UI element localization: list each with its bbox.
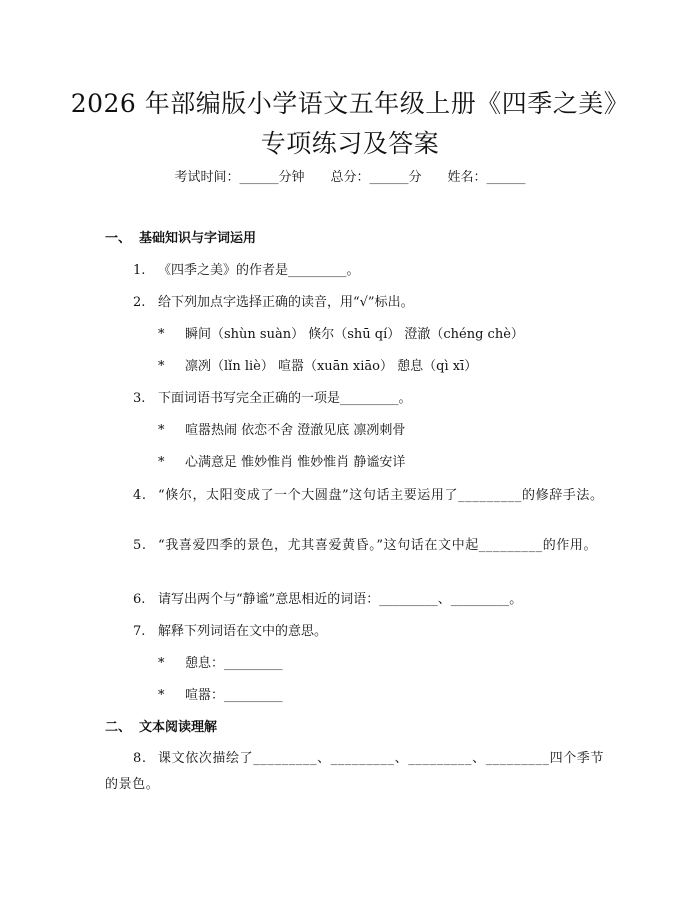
bullet-marker: * [158, 688, 165, 703]
question-number: 6. [133, 592, 146, 607]
item-text: 喧嚣：_________ [185, 688, 283, 703]
option-text: 心满意足 惟妙惟肖 惟妙惟肖 静谧安详 [185, 455, 406, 470]
question-number: 3. [133, 391, 146, 406]
question-text: “倏尔，太阳变成了一个大圆盘”这句话主要运用了_________的修辞手法。 [158, 488, 604, 503]
question-7-item-1 [158, 654, 283, 674]
question-number: 1. [133, 263, 146, 278]
exam-info [0, 168, 700, 188]
bullet-marker: * [158, 455, 165, 470]
question-number: 8. [133, 751, 147, 766]
question-text: 请写出两个与“静谧”意思相近的词语：_________、_________。 [158, 592, 523, 607]
page-title: 2026 年部编版小学语文五年级上册《四季之美》专项练习及答案 [70, 89, 630, 158]
bullet-marker: * [158, 327, 165, 342]
question-1 [133, 261, 360, 281]
question-8 [105, 746, 605, 798]
question-4 [105, 483, 605, 509]
item-text: 憩息：_________ [185, 656, 283, 671]
question-6 [133, 590, 522, 610]
question-text: 给下列加点字选择正确的读音，用“√”标出。 [158, 295, 414, 310]
question-text: 下面词语书写完全正确的一项是_________。 [158, 391, 412, 406]
exam-time: 考试时间：______分钟 [174, 170, 305, 185]
question-number: 5. [133, 538, 147, 553]
question-3 [133, 389, 412, 409]
option-text: 喧嚣热闹 依恋不舍 澄澈见底 凛冽刺骨 [185, 423, 406, 438]
section-number: 一、 [105, 231, 132, 246]
question-text: 《四季之美》的作者是_________。 [158, 263, 360, 278]
exam-name: 姓名：______ [447, 170, 526, 185]
option-text: 凛冽（lǐn liè） 喧嚣（xuān xiāo） 憩息（qì xī） [185, 359, 478, 374]
exam-score: 总分：______分 [330, 170, 422, 185]
bullet-marker: * [158, 359, 165, 374]
question-3-option-1 [158, 421, 405, 441]
question-number: 4. [133, 488, 147, 503]
question-7-item-2 [158, 686, 283, 706]
question-number: 7. [133, 624, 146, 639]
question-3-option-2 [158, 453, 405, 473]
question-7 [133, 622, 327, 642]
section-title: 基础知识与字词运用 [139, 231, 257, 246]
bullet-marker: * [158, 656, 165, 671]
option-text: 瞬间（shùn suàn） 倏尔（shū qí） 澄澈（chéng chè） [185, 327, 524, 342]
section-number: 二、 [105, 720, 132, 735]
question-2-option-1 [158, 325, 524, 345]
question-text: 解释下列词语在文中的意思。 [158, 624, 328, 639]
question-text: 课文依次描绘了_________、_________、_________、_________四个季节的景色。 [105, 751, 604, 792]
section-title: 文本阅读理解 [139, 720, 218, 735]
question-2 [133, 293, 414, 313]
question-5 [105, 533, 605, 559]
section-heading-2 [105, 718, 217, 738]
bullet-marker: * [158, 423, 165, 438]
question-text: “我喜爱四季的景色，尤其喜爱黄昏。”这句话在文中起_________的作用。 [158, 538, 598, 553]
section-heading-1 [105, 229, 256, 249]
question-2-option-2 [158, 357, 477, 377]
question-number: 2. [133, 295, 146, 310]
